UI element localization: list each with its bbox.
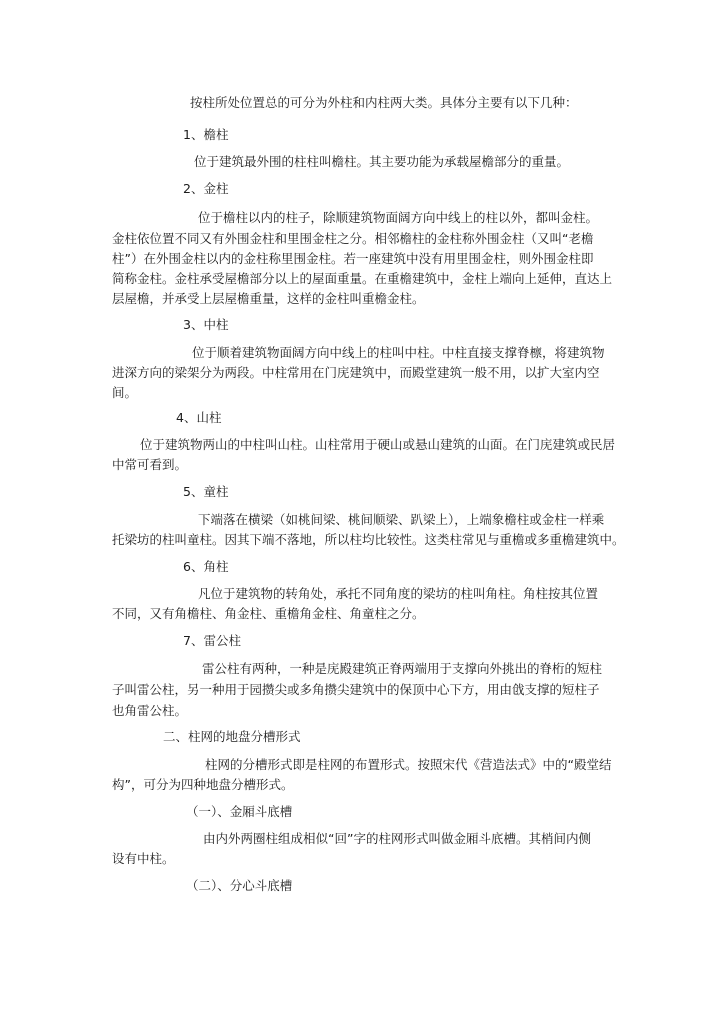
heading-corner-column: 6、角柱 (183, 559, 229, 574)
heading-gable-column: 4、山柱 (176, 410, 222, 425)
text-gable-column-2: 中常可看到。 (112, 457, 188, 472)
heading-subsection-1: （一）、金厢斗底槽 (186, 804, 293, 819)
text-gold-column-1: 位于檐柱以内的柱子，除顺建筑物面阔方向中线上的柱以外，都叫金柱。 (198, 210, 599, 225)
text-child-column-2: 托梁坊的柱叫童柱。因其下端不落地，所以柱均比较性。这类柱常见与重檐或多重檐建筑中。 (112, 532, 625, 547)
heading-section-two: 二、柱网的地盘分槽形式 (163, 729, 301, 744)
heading-center-column: 3、中柱 (183, 317, 229, 332)
text-subsection-1-2: 设有中柱。 (112, 851, 175, 866)
heading-subsection-2: （二）、分心斗底槽 (186, 878, 293, 893)
text-gold-column-3: 柱”）在外围金柱以内的金柱称里围金柱。若一座建筑中没有用里围金柱，则外围金柱即 (112, 251, 594, 266)
text-child-column-1: 下端落在横梁（如桃间梁、桃间顺梁、趴梁上），上端象檐柱或金柱一样乘 (198, 512, 605, 527)
intro-paragraph: 按柱所处位置总的可分为外柱和内柱两大类。具体分主要有以下几种： (190, 95, 578, 110)
text-subsection-1-1: 由内外两圈柱组成相似“回”字的柱网形式叫做金厢斗底槽。其梢间内侧 (203, 831, 591, 846)
text-thunder-column-3: 也角雷公柱。 (112, 703, 188, 718)
text-gable-column-1: 位于建筑物两山的中柱叫山柱。山柱常用于硬山或悬山建筑的山面。在门庑建筑或民居 (140, 437, 616, 452)
heading-thunder-column: 7、雷公柱 (183, 633, 241, 648)
text-eave-column: 位于建筑最外围的柱柱叫檐柱。其主要功能为承载屋檐部分的重量。 (194, 154, 570, 169)
text-section-two-2: 构”，可分为四种地盘分槽形式。 (112, 777, 294, 792)
text-corner-column-1: 凡位于建筑物的转角处，承托不同角度的梁坊的柱叫角柱。角柱按其位置 (198, 586, 599, 601)
text-center-column-3: 间。 (112, 385, 138, 400)
text-corner-column-2: 不同，又有角檐柱、角金柱、重檐角金柱、角童柱之分。 (112, 606, 425, 621)
heading-child-column: 5、童柱 (183, 484, 229, 499)
text-center-column-1: 位于顺着建筑物面阔方向中线上的柱叫中柱。中柱直接支撑脊檩，将建筑物 (192, 345, 605, 360)
text-section-two-1: 柱网的分槽形式即是柱网的布置形式。按照宋代《营造法式》中的“殿堂结 (205, 757, 612, 772)
heading-gold-column: 2、金柱 (183, 181, 229, 196)
text-gold-column-5: 层屋檐，并承受上层屋檐重量，这样的金柱叫重檐金柱。 (112, 291, 425, 306)
heading-eave-column: 1、檐柱 (183, 127, 229, 142)
text-center-column-2: 进深方向的梁架分为两段。中柱常用在门庑建筑中，而殿堂建筑一般不用，以扩大室内空 (112, 365, 600, 380)
text-gold-column-2: 金柱依位置不同又有外围金柱和里围金柱之分。相邻檐柱的金柱称外围金柱（又叫“老檐 (112, 231, 594, 246)
text-thunder-column-1: 雷公柱有两种，一种是庑殿建筑正脊两端用于支撑向外挑出的脊桁的短柱 (202, 661, 603, 676)
text-thunder-column-2: 子叫雷公柱，另一种用于园攒尖或多角攒尖建筑中的保顶中心下方，用由戗支撑的短柱子 (112, 682, 600, 697)
text-gold-column-4: 简称金柱。金柱承受屋檐部分以上的屋面重量。在重檐建筑中，金柱上端向上延伸，直达上 (112, 271, 613, 286)
